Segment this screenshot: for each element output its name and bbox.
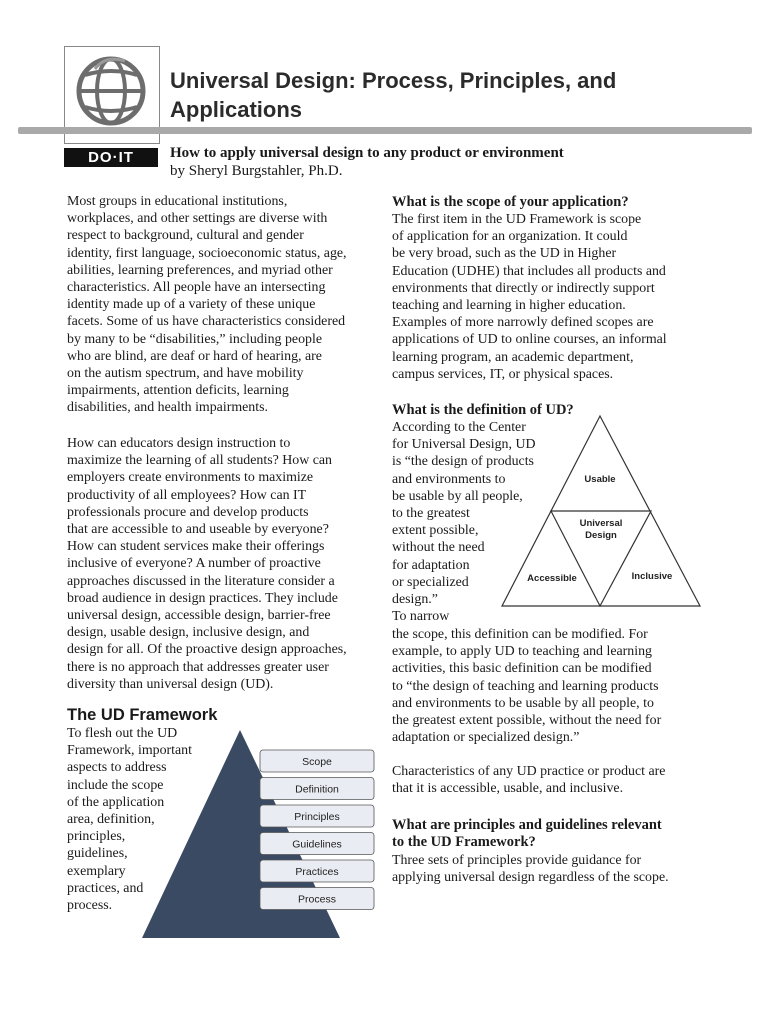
text-line: identity made up of a variety of these unique (67, 297, 316, 313)
text-line: there is no approach that addresses greater user (67, 659, 329, 675)
text-line: that are accessible to and useable by everyone? (67, 522, 329, 538)
text-line: Three sets of principles provide guidance for (392, 853, 642, 868)
text-line: process. (67, 898, 113, 914)
text-line: guidelines, (67, 846, 128, 862)
text-line: teaching and learning in higher education. (392, 298, 626, 314)
pyramid-level-label: Practices (295, 866, 339, 878)
usable-label: Usable (584, 474, 616, 485)
text-line: of application for an organization. It could (392, 229, 628, 245)
text-line: inclusive of everyone? A number of proactive (67, 556, 321, 572)
text-line: To flesh out the UD (67, 726, 178, 741)
text-line: for adaptation (392, 557, 470, 573)
ud-framework-pyramid (140, 728, 380, 940)
framework-heading: The UD Framework (67, 706, 218, 724)
text-line: maximize the learning of all students? How can (67, 453, 332, 469)
text-line: include the scope (67, 777, 164, 793)
characteristics-paragraph (392, 763, 665, 797)
definition-paragraph-wide (392, 626, 661, 746)
pyramid-level-label: Scope (302, 756, 332, 768)
text-line: impairments, attention deficits, learning (67, 383, 289, 399)
text-line: disabilities, and health impairments. (67, 400, 268, 416)
design-label: Design (585, 530, 617, 541)
text-line: exemplary (67, 863, 126, 879)
text-line: practices, and (67, 880, 144, 896)
text-line: who are blind, are deaf or hard of hearing, are (67, 348, 322, 364)
text-line: without the need (392, 540, 485, 556)
text-line: for Universal Design, UD (392, 437, 536, 453)
questions-paragraph (67, 435, 347, 693)
pyramid-level-label: Principles (294, 811, 340, 823)
text-line: Most groups in educational institutions, (67, 194, 288, 209)
text-line: Characteristics of any UD practice or product are (392, 764, 666, 779)
text-line: How can student services make their offerings (67, 539, 325, 555)
text-line: the scope, this definition can be modified. For (392, 627, 648, 642)
text-line: adaptation or specialized design.” (392, 730, 580, 746)
text-line: be usable by all people, (392, 488, 523, 504)
text-line: abilities, learning preferences, and myriad other (67, 262, 333, 278)
text-line: universal design, accessible design, barrier-free (67, 608, 331, 624)
text-line: What are principles and guidelines relevant (392, 817, 662, 833)
principles-heading (392, 817, 662, 851)
text-line: To narrow (392, 609, 450, 625)
text-line: employers create environments to maximize (67, 470, 314, 486)
text-line: Education (UDHE) that includes all products and (392, 263, 666, 279)
text-line: area, definition, (67, 812, 155, 828)
universal-label: Universal (579, 518, 623, 529)
text-line: applications of UD to online courses, an informal (392, 332, 667, 348)
text-line: and environments to (392, 471, 506, 487)
subtitle: How to apply universal design to any product or environment (170, 145, 564, 161)
text-line: example, to apply UD to teaching and learning (392, 644, 652, 660)
text-line: design.” (392, 592, 438, 608)
text-line: aspects to address (67, 760, 167, 776)
text-line: workplaces, and other settings are diverse with (67, 211, 328, 227)
text-line: identity, first language, socioeconomic status, age, (67, 245, 347, 261)
definition-heading: What is the definition of UD? (392, 402, 574, 418)
text-line: design, usable design, inclusive design, and (67, 625, 310, 641)
text-line: campus services, IT, or physical spaces. (392, 366, 614, 382)
text-line: to the greatest (392, 506, 470, 522)
text-line: activities, this basic definition can be modified (392, 661, 652, 677)
byline: by Sheryl Burgstahler, Ph.D. (170, 163, 343, 179)
scope-heading: What is the scope of your application? (392, 194, 629, 210)
text-line: of the application (67, 794, 165, 810)
text-line: characteristics. All people have an intersecting (67, 280, 326, 296)
principles-paragraph (392, 852, 669, 886)
doit-logo: DO·IT (64, 148, 158, 167)
pyramid-level-label: Process (298, 893, 336, 906)
text-line: extent possible, (392, 523, 479, 539)
text-line: approaches discussed in the literature consider a (67, 573, 335, 589)
text-line: principles, (67, 829, 126, 845)
pyramid-level-label: Guidelines (292, 838, 342, 851)
text-line: design for all. Of the proactive design approaches, (67, 642, 347, 658)
text-line: Framework, important (67, 743, 192, 759)
text-line: the greatest extent possible, without the need for (392, 713, 662, 729)
text-line: to “the design of teaching and learning products (392, 678, 659, 694)
page-title (170, 66, 710, 124)
text-line: to the UD Framework? (392, 834, 536, 851)
scope-paragraph (392, 211, 667, 383)
text-line: and environments to be usable by all people, to (392, 695, 654, 711)
title-line: Universal Design: Process, Principles, and (170, 68, 617, 93)
text-line: applying universal design regardless of the scope. (392, 870, 669, 886)
text-line: be very broad, such as the UD in Higher (392, 246, 617, 262)
inclusive-label: Inclusive (631, 571, 673, 582)
text-line: facets. Some of us have characteristics considered (67, 314, 346, 330)
text-line: environments that directly or indirectly support (392, 280, 655, 296)
text-line: or specialized (392, 574, 469, 590)
text-line: Examples of more narrowly defined scopes are (392, 315, 654, 331)
text-line: broad audience in design practices. They include (67, 590, 338, 606)
text-line: diversity than universal design (UD). (67, 676, 274, 692)
text-line: that it is accessible, usable, and inclusive. (392, 781, 624, 797)
text-line: According to the Center (392, 420, 526, 435)
text-line: is “the design of products (392, 454, 534, 470)
text-line: learning program, an academic department, (392, 349, 634, 365)
intro-paragraph (67, 193, 347, 417)
text-line: The first item in the UD Framework is scope (392, 212, 642, 227)
ud-triangle-diagram (500, 414, 704, 610)
pyramid-level-label: Definition (295, 783, 339, 796)
text-line: How can educators design instruction to (67, 436, 291, 451)
title-line: Applications (170, 97, 303, 122)
text-line: on the autism spectrum, and have mobility (67, 366, 304, 382)
header-rule (18, 127, 752, 134)
text-line: professionals procure and develop products (67, 504, 309, 520)
text-line: productivity of all employees? How can IT (67, 487, 307, 503)
text-line: respect to background, cultural and gender (67, 228, 304, 244)
text-line: by many to be “disabilities,” including people (67, 331, 322, 347)
accessible-label: Accessible (527, 573, 577, 584)
